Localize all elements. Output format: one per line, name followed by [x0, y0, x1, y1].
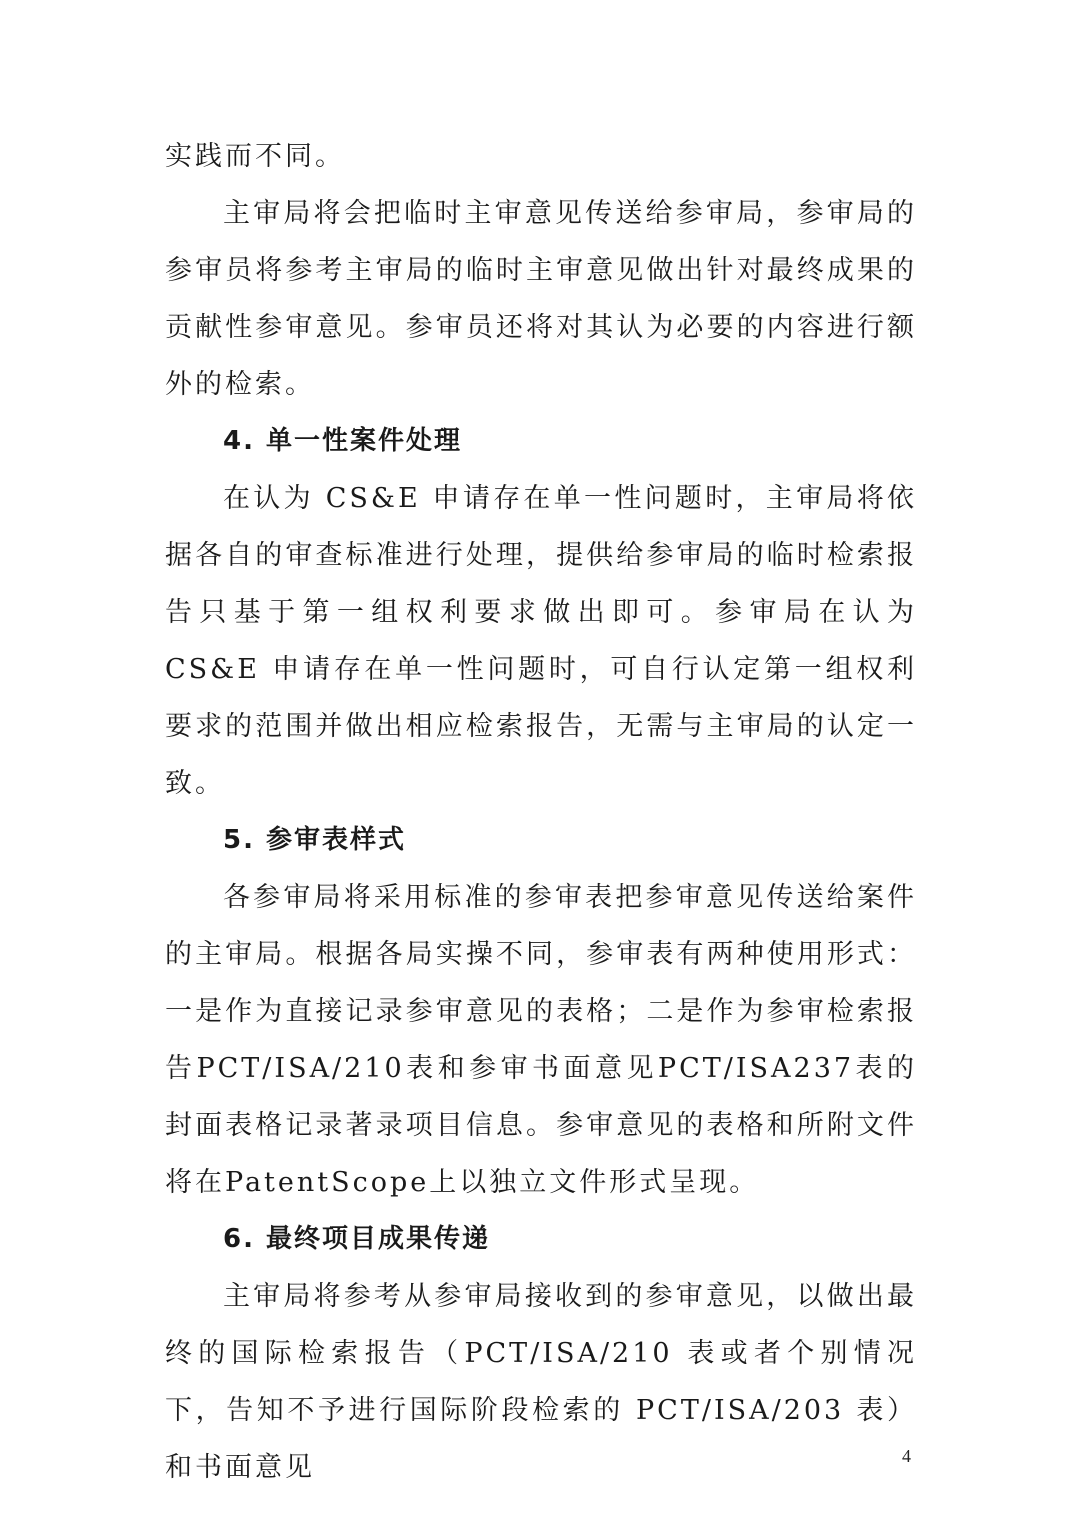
- section-heading-final-delivery: 6. 最终项目成果传递: [223, 1224, 491, 1254]
- paragraph-temporary-opinion: 主审局将会把临时主审意见传送给参审局，参审局的参审员将参考主审局的临时主审意见做出针对最终成果的贡献性参审意见。参审员还将对其认为必要的内容进行额外的检索。: [165, 198, 917, 400]
- section-heading-form-style: 5. 参审表样式: [223, 825, 407, 855]
- document-body: [165, 128, 917, 1496]
- paragraph-form-style: 各参审局将采用标准的参审表把参审意见传送给案件的主审局。根据各局实操不同，参审表有两种使用形式：一是作为直接记录参审意见的表格；二是作为参审检索报告PCT/ISA/210表和参审书面意见PCT/ISA237表的封面表格记录著录项目信息。参审意见的表格和所附文件将在PatentScope上以独立文件形式呈现。: [165, 882, 917, 1198]
- paragraph-continuation: 实践而不同。: [165, 141, 345, 172]
- section-heading-unity: 4. 单一性案件处理: [223, 426, 463, 456]
- paragraph-final-delivery: 主审局将参考从参审局接收到的参审意见，以做出最终的国际检索报告（PCT/ISA/210 表或者个别情况下，告知不予进行国际阶段检索的 PCT/ISA/203 表）和书面意见: [165, 1281, 917, 1483]
- paragraph-unity-handling: 在认为 CS&E 申请存在单一性问题时，主审局将依据各自的审查标准进行处理，提供给参审局的临时检索报告只基于第一组权利要求做出即可。参审局在认为 CS&E 申请存在单一性问题时，可自行认定第一组权利要求的范围并做出相应检索报告，无需与主审局的认定一致。: [165, 483, 917, 799]
- page-number: 4: [902, 1446, 911, 1466]
